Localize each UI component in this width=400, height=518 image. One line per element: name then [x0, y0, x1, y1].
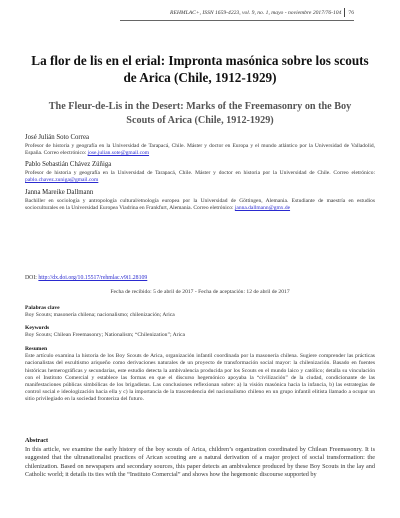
author-name: Pablo Sebastián Chávez Zúñiga — [25, 161, 112, 169]
keywords-english — [25, 325, 375, 339]
keywords-english-text: Boy Scouts; Chilean Freemasonry; Nationalism; “Chilenization”; Arica — [25, 332, 186, 339]
author-email-link[interactable]: jose.julian.sote@gmail.com — [87, 150, 150, 157]
resumen-section — [25, 346, 375, 404]
keywords-spanish — [25, 305, 375, 319]
keywords-spanish-label: Palabras clave — [25, 305, 60, 311]
author-list — [25, 134, 375, 216]
resumen-label: Resumen — [25, 346, 48, 352]
doi-label: DOI: — [25, 275, 37, 281]
abstract-label: Abstract — [25, 437, 49, 444]
article-title-spanish: La flor de lis en el erial: Impronta masónica sobre los scouts de Arica (Chile, 1912-1929) — [31, 53, 369, 85]
running-header — [120, 8, 354, 17]
author-email-link[interactable]: pablo.chavez.zuniga@gmail.com — [25, 177, 99, 184]
keywords-spanish-text: Boy Scouts; masonería chilena; nacionalismo; chilenización; Arica — [25, 312, 175, 319]
article-title-english: The Fleur-de-Lis in the Desert: Marks of the Freemasonry on the Boy Scouts of Arica (Chile, 1912-1929) — [48, 101, 352, 126]
header-separator — [344, 8, 345, 17]
author-entry — [25, 134, 375, 157]
resumen-text: Este artículo examina la historia de los Boy Scouts de Arica, organización infantil coordinada por la masonería chilena. Sugiere comprender las prácticas nacionalistas del escultismo ariqueño como derivaciones naturales de un proyecto de transformación social mayor: la chilenización. Basado en fuentes históricas hemerográficas y secundarias, este estudio detecta la ambivalencia producida por los Scouts en el mundo laico y católico; detalla su vinculación con el Instituto Comercial y establece las formas en que el discurso hegemónico apoyaba la “civilización” de la ciudad, condicionante de las manifestaciones públicas simbólicas de los brigadistas. Las conclusiones reflexionan sobre: a) la visión masónica hacia la infancia, b) las estrategias de control social e ideologización hacia ella y c) la importancia de la trascendencia del nacionalismo chileno en un grupo infantil elitista llamado a ocupar un sitio privilegiado en la sociedad fronteriza del futuro. — [25, 353, 375, 403]
keywords-english-label: Keywords — [25, 325, 50, 331]
author-affiliation — [25, 143, 375, 157]
affiliation-text: Profesor de historia y geografía en la Universidad de Tarapacá, Chile. Máster y doctor en historia por la Universidad de Chile. Correo eletrónico: — [25, 170, 375, 177]
journal-citation: REHMLAC+, ISSN 1659-4223, vol. 9, no. 1, mayo - noviembre 2017/76-104 — [170, 9, 342, 16]
abstract-section — [25, 437, 375, 480]
page-number: 76 — [348, 9, 354, 16]
author-email-link[interactable]: janna.dallmann@gmx.de — [234, 204, 291, 211]
author-affiliation — [25, 198, 375, 212]
author-affiliation — [25, 170, 375, 184]
author-entry — [25, 189, 375, 212]
doi-link[interactable]: http://dx.doi.org/10.15517/rehmlac.v9i1.28109 — [38, 275, 148, 281]
author-name: Janna Mareike Dallmann — [25, 188, 94, 196]
received-accepted-dates: Fecha de recibido: 5 de abril de 2017 - Fecha de aceptación: 12 de abril de 2017 — [110, 289, 290, 295]
header-rule — [120, 20, 354, 21]
author-name: José Julián Soto Correa — [25, 134, 89, 141]
author-entry — [25, 161, 375, 184]
affiliation-text: Bachiller en sociología y antropología cultural/etnología europea por la Universidad de Göttingen, Alemania. Estudiante de maestría en estudios socioculturales en la Universidad Europea Viadrina en Frankfurt, Alemania. Correo eletrónico: — [25, 197, 375, 211]
doi-line — [25, 275, 147, 281]
abstract-text: In this article, we examine the early history of the boy scouts of Arica, children’s organization coordinated by Chilean Freemasonry. It is suggested that the ultranationalist practices of Arican scouting are a natural derivation of a major project of social transformation: the chilenization. Based on newspapers and secondary sources, this paper detects an ambivalence produced by these Boy Scouts in the lay and Catholic world; it details its ties with the “Instituto Comercial” and shows how the hegemonic discourse supported by — [25, 445, 375, 478]
affiliation-text: Profesor de historia y geografía en la Universidad de Tarapacá, Chile. Máster y doctor en Europa y el mundo atlántico por la Universidad de Valladolid, España. Correo electrónico: — [25, 143, 375, 157]
